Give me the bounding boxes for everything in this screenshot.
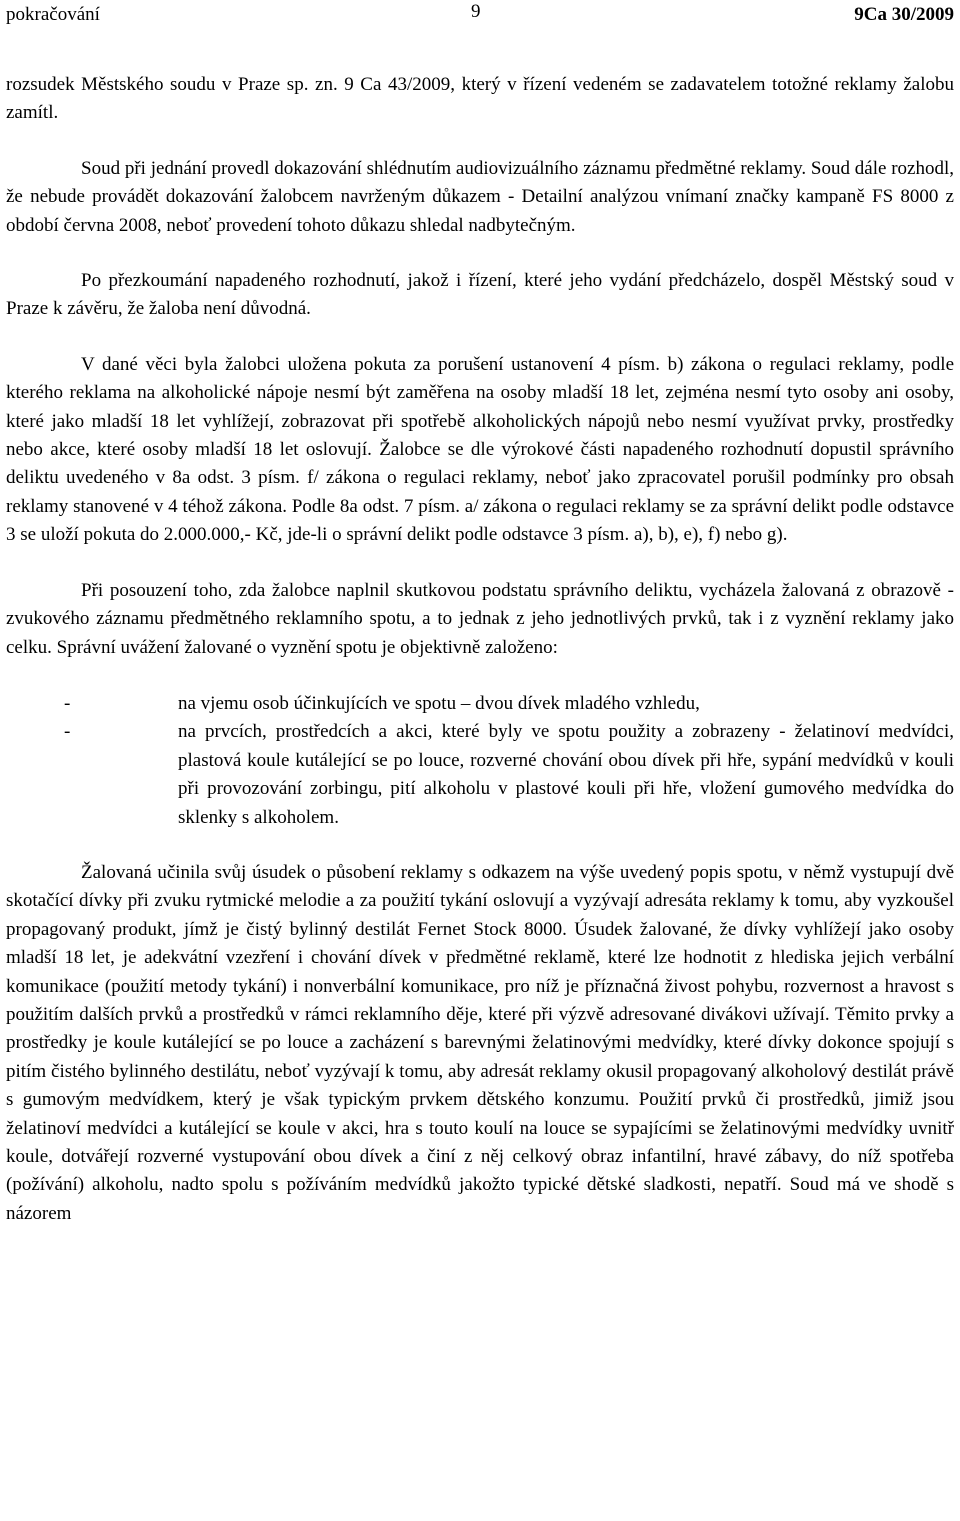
paragraph-6: Žalovaná učinila svůj úsudek o působení reklamy s odkazem na výše uvedený popis spotu, v němž vystupují dvě skotačící dívky při zvuku rytmické melodie a za použití tykání oslovují a vyzývají adresáta reklamy k tomu, aby vyzkoušel propagovaný produkt, jímž je čistý bylinný destilát Fernet Stock 8000. Úsudek žalované, že dívky vyhlížejí jako osoby mladší 18 let, je adekvátní vzezření i chování dívek v předmětné reklamě, které lze hodnotit z hlediska jejich verbální komunikace (použití metody tykání) i nonverbální komunikace, pro níž je příznačná živost pohybu, rozvernost a hravost s použitím dalších prvků a prostředků v rámci reklamního děje, které při výzvě adresované divákovi užívají. Těmito prvky a prostředky je koule kutálející se po louce a zacházení s barevnými želatinovými medvídky, které dívky dokonce spojují s pitím čistého bylinného destilátu, neboť vyzývají k tomu, aby adresát reklamy okusil propagovaný alkoholový destilát právě s gumovým medvídkem, který je však typickým prvkem dětského konzumu. Použití prvků či prostředků, jimiž jsou želatinoví medvídci a kutálející se koule v akci, hra s touto koulí na louce se sypajícími se želatinovými medvídky uvnitř koule, dotvářejí rozverné vystupování obou dívek a činí z něj celkový obraz infantilní, hravé zábavy, do níž spotřeba (požívání) alkoholu, nadto spolu s požíváním medvídků jakožto typické dětské sladkosti, nepatří. Soud má ve shodě s názorem [6,861,954,1224]
case-number: 9Ca 30/2009 [854,4,954,25]
paragraph-4: V dané věci byla žalobci uložena pokuta za porušení ustanovení 4 písm. b) zákona o regulaci reklamy, podle kterého reklama na alkoholické nápoje nesmí být zaměřena na osoby mladší 18 let, zejména nesmí tyto osoby ani osoby, které jako mladší 18 let vyhlížejí, zobrazovat při spotřebě alkoholických nápojů nebo nesmí využívat prvky, prostředky nebo akce, které osoby mladší 18 let oslovují. Žalobce se dle výrokové části napadeného rozhodnutí dopustil správního deliktu uvedeného v 8a odst. 3 písm. f/ zákona o regulaci reklamy, neboť jako zpracovatel porušil podmínky pro obsah reklamy stanovené v 4 téhož zákona. Podle 8a odst. 7 písm. a/ zákona o regulaci reklamy se za správní delikt podle odstavce 3 se uloží pokuta do 2.000.000,- Kč, jde-li o správní delikt podle odstavce 3 písm. a), b), e), f) nebo g). [6,353,954,546]
page-header [0,0,960,30]
paragraph-1: rozsudek Městského soudu v Praze sp. zn. 9 Ca 43/2009, který v řízení vedeném se zadavatelem totožné reklamy žalobu zamítl. [6,74,954,124]
list-item [6,690,954,718]
paragraph-3: Po přezkoumání napadeného rozhodnutí, jakož i řízení, které jeho vydání předcházelo, dospěl Městský soud v Praze k závěru, že žaloba není důvodná. [6,270,954,320]
list-item-text: na vjemu osob účinkujících ve spotu – dvou dívek mladého vzhledu, [178,692,700,714]
page-number: 9 [471,1,481,22]
list-dash: - [64,692,71,714]
list-item-text: na prvcích, prostředcích a akci, které byly ve spotu použity a zobrazeny - želatinoví medvídci, plastová koule kutálející se po louce, rozverné chování obou dívek při hře, sypání medvídků v kouli při provozování zorbingu, pití alkoholu v plastové kouli při hře, vložení gumového medvídka do sklenky s alkoholem. [178,721,954,828]
paragraph-2: Soud při jednání provedl dokazování shlédnutím audiovizuálního záznamu předmětné reklamy. Soud dále rozhodl, že nebude provádět dokazování žalobcem navrženým důkazem - Detailní analýzou vnímaní značky kampaně FS 8000 z období června 2008, neboť provedení tohoto důkazu shledal nadbytečným. [6,157,954,236]
criteria-list [6,690,954,832]
header-continuation-label: pokračování [6,4,100,25]
list-dash: - [64,721,71,743]
list-item [6,718,954,832]
paragraph-5: Při posouzení toho, zda žalobce naplnil skutkovou podstatu správního deliktu, vycházela žalovaná z obrazově - zvukového záznamu předmětného reklamního spotu, a to jednak z jeho jednotlivých prvků, tak i z vyznění reklamy jako celku. Správní uvážení žalované o vyznění spotu je objektivně založeno: [6,579,954,658]
document-body [6,71,954,1228]
